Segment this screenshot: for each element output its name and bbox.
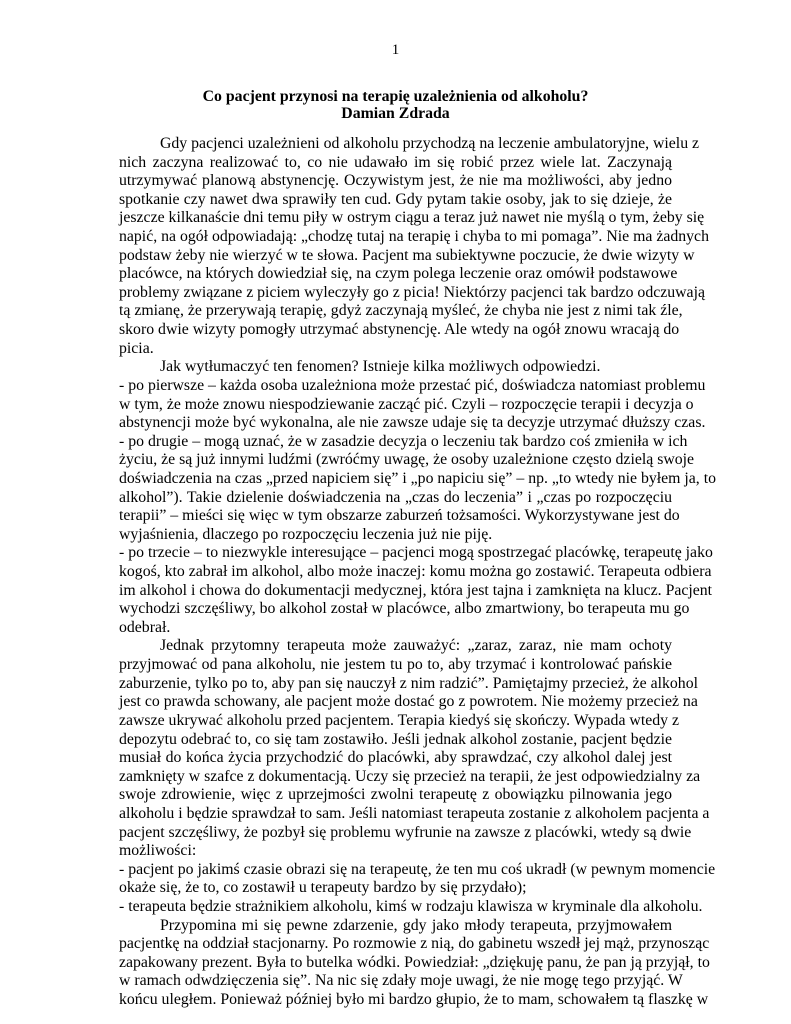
document-title: Co pacjent przynosi na terapię uzależnienia od alkoholu? <box>202 88 589 105</box>
text-line: picia. <box>119 339 154 357</box>
text-line: odebrał. <box>119 618 171 636</box>
text-line: kogoś, kto zabrał im alkohol, albo może inaczej: komu można go zostawić. Terapeuta odbiera <box>119 563 712 581</box>
text-line: pacjent szczęśliwy, że pozbył się problemu wyfrunie na zawsze z placówki, wtedy są dwie <box>119 823 692 841</box>
text-line: - po pierwsze – każda osoba uzależniona może przestać pić, doświadcza natomiast problemu <box>119 376 706 394</box>
text-line: pacjentkę na oddział stacjonarny. Po rozmowie z nią, do gabinetu wszedł jej mąż, przynosząc <box>119 935 710 953</box>
text-line: swoje zdrowienie, więc z uprzejmości zwolni terapeutę z obowiązku pilnowania jego <box>119 786 672 804</box>
text-line: alkoholu i będzie sprawdzał to sam. Jeśli natomiast terapeuta zostanie z alkoholem pacjenta a <box>119 804 710 822</box>
text-line: problemy związane z piciem wyleczyły go z picia! Niektórzy pacjenci tak bardzo odczuwają <box>119 283 705 301</box>
text-line: podstaw żeby nie wierzyć w te słowa. Pacjent ma subiektywne poczucie, że dwie wizyty w <box>119 246 695 264</box>
text-line: zaburzenie, tylko po to, aby pan się nauczył z nim radzić”. Pamiętajmy przecież, że alkohol <box>119 674 698 692</box>
text-line: wyjaśnienia, dlaczego po rozpoczęciu leczenia już nie piję. <box>119 525 493 543</box>
text-line: jest co prawda schowany, ale pacjent może dostać go z powrotem. Nie możemy przecież na <box>119 693 698 711</box>
text-line: - terapeuta będzie strażnikiem alkoholu, kimś w rodzaju klawisza w kryminale dla alkoholu. <box>119 897 703 915</box>
text-line: życiu, że są już innymi ludźmi (zwróćmy uwagę, że osoby uzależnione często dzielą swoje <box>119 451 695 469</box>
text-line: - po drugie – mogą uznać, że w zasadzie decyzja o leczeniu tak bardzo coś zmieniła w ich <box>119 432 688 450</box>
text-line: spotkanie czy nawet dwa sprawiły ten cud. Gdy pytam takie osoby, jak to się dzieje, że <box>119 190 672 208</box>
text-line: - pacjent po jakimś czasie obrazi się na terapeutę, że ten mu coś ukradł (w pewnym momencie <box>119 860 716 878</box>
text-line: zamknięty w szafce z dokumentacją. Uczy się przecież na terapii, że jest odpowiedzialny za <box>119 767 701 785</box>
text-line: przyjmować od pana alkoholu, nie jestem tu po to, aby trzymać i kontrolować pańskie <box>119 656 672 674</box>
text-line: nich zaczyna realizować to, co nie udawało im się robić przez wiele lat. Zaczynają <box>119 153 672 171</box>
text-line: placówce, na których dowiedział się, na czym polega leczenie oraz omówił podstawowe <box>119 265 678 283</box>
document-title-block <box>0 88 791 122</box>
text-line: Jak wytłumaczyć ten fenomen? Istnieje kilka możliwych odpowiedzi. <box>160 358 601 376</box>
text-line: terapii” – mieści się więc w tym obszarze zaburzeń tożsamości. Wykorzystywane jest do <box>119 507 680 525</box>
text-line: wychodzi szczęśliwy, bo alkohol został w placówce, albo zmartwiony, bo terapeuta mu go <box>119 600 690 618</box>
text-line: Jednak przytomny terapeuta może zauważyć: „zaraz, zaraz, nie mam ochoty <box>160 637 672 655</box>
text-line: okaże się, że to, co zostawił u terapeuty bardzo by się przydało); <box>119 879 527 897</box>
text-line: końcu uległem. Ponieważ później było mi bardzo głupio, że to mam, schowałem tą flaszkę w <box>119 991 709 1009</box>
text-line: musiał do końca życia przychodzić do placówki, aby sprawdzać, czy alkohol dalej jest <box>119 749 672 767</box>
text-line: w ramach odwdzięczenia się”. Na nic się zdały moje uwagi, że nie mogę tego przyjąć. W <box>119 972 683 990</box>
text-line: abstynencji może być wykonalna, ale nie zawsze udaje się ta decyzje utrzymać dłuższy czas. <box>119 414 706 432</box>
text-line: - po trzecie – to niezwykle interesujące – pacjenci mogą spostrzegać placówkę, terapeutę jako <box>119 544 713 562</box>
text-line: tą zmianę, że przerywają terapię, gdyż zaczynają myśleć, że chyba nie jest z nimi tak źle, <box>119 302 683 320</box>
text-line: Przypomina mi się pewne zdarzenie, gdy jako młody terapeuta, przyjmowałem <box>160 916 672 934</box>
document-body <box>119 135 716 1010</box>
text-line: jeszcze kilkanaście dni temu piły w ostrym ciągu a teraz już nawet nie myślą o tym, żeby się <box>119 209 705 227</box>
text-line: skoro dwie wizyty pomogły utrzymać abstynencję. Ale wtedy na ogół znowu wracają do <box>119 321 680 339</box>
text-line: zawsze ukrywać alkoholu przed pacjentem. Terapia kiedyś się skończy. Wypada wtedy z <box>119 711 679 729</box>
text-line: depozytu odebrać to, co się tam zostawiło. Jeśli jednak alkohol zostanie, pacjent będzie <box>119 730 672 748</box>
text-line: Gdy pacjenci uzależnieni od alkoholu przychodzą na leczenie ambulatoryjne, wielu z <box>160 135 700 152</box>
text-line: alkohol”). Takie dzielenie doświadczenia na „czas do leczenia” i „czas po rozpoczęciu <box>119 488 672 506</box>
text-line: im alkohol i chowa do dokumentacji medycznej, która jest tajna i zamknięta na klucz. Pacjent <box>119 581 713 599</box>
text-line: utrzymywać planową abstynencję. Oczywistym jest, że nie ma możliwości, aby jedno <box>119 172 672 190</box>
text-line: napić, na ogół odpowiadają: „chodzę tutaj na terapię i chyba to mi pomaga”. Nie ma żadnych <box>119 228 709 246</box>
text-line: w tym, że może znowu niespodziewanie zacząć pić. Czyli – rozpoczęcie terapii i decyzja o <box>119 395 694 413</box>
text-line: doświadczenia na czas „przed napiciem się” i „po napiciu się” – np. „to wtedy nie byłem ja, to <box>119 469 716 487</box>
text-line: możliwości: <box>119 842 197 860</box>
page-number: 1 <box>391 42 400 58</box>
text-line: zapakowany prezent. Była to butelka wódki. Powiedział: „dziękuję panu, że pan ją przyjął, to <box>119 953 710 971</box>
document-author: Damian Zdrada <box>341 105 450 122</box>
